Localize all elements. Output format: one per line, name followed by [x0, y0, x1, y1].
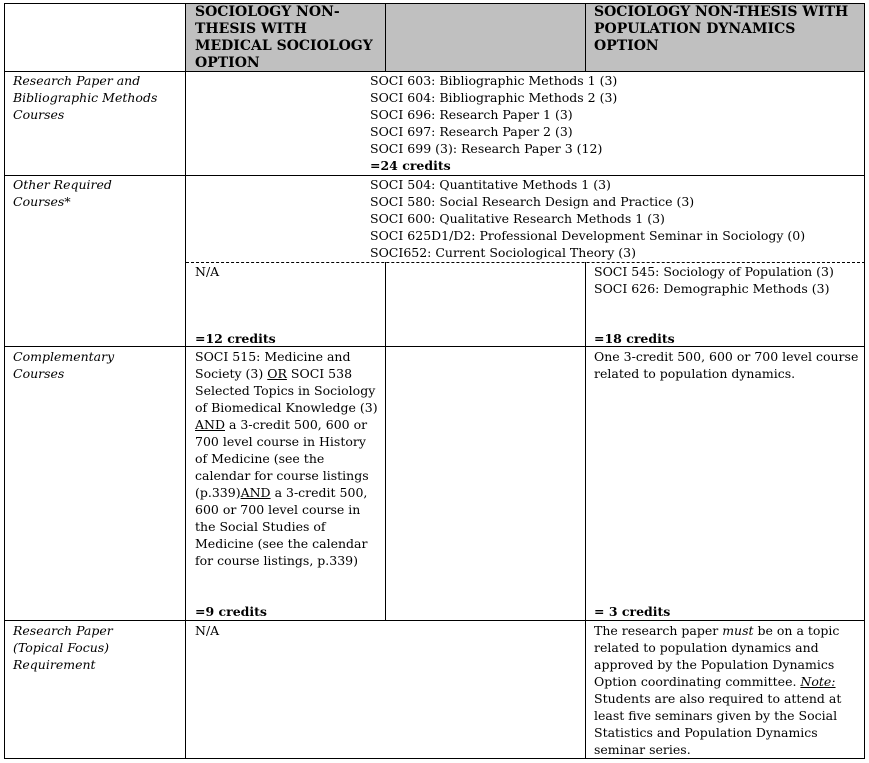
research-course-1: SOCI 603: Bibliographic Methods 1 (3): [370, 73, 618, 88]
research-focus-note: Note:: [800, 674, 836, 689]
row-label-other-required: Other Required Courses*: [13, 177, 112, 209]
row-label-research: Research Paper and Bibliographic Methods Courses: [13, 73, 158, 122]
research-focus-must: must: [722, 623, 754, 638]
vline-2: [385, 3, 386, 71]
other-population-credits: =18 credits: [594, 331, 675, 346]
complementary-population-text: One 3-credit 500, 600 or 700 level course related to population dynamics.: [594, 349, 859, 381]
research-focus-part-3: Students are also required to attend at least five seminars given by the Social Statistics and Population Dynamics seminar series.: [594, 691, 842, 757]
research-course-3: SOCI 696: Research Paper 1 (3): [370, 107, 573, 122]
other-population-course-2: SOCI 626: Demographic Methods (3): [594, 281, 830, 296]
other-course-5: SOCI652: Current Sociological Theory (3): [370, 245, 636, 260]
complementary-population-credits: = 3 credits: [594, 604, 671, 619]
research-focus-medical-na: N/A: [195, 623, 220, 638]
other-course-3: SOCI 600: Qualitative Research Methods 1 (3): [370, 211, 665, 226]
research-course-list: [370, 72, 617, 174]
other-medical-credits: =12 credits: [195, 331, 276, 346]
other-course-1: SOCI 504: Quantitative Methods 1 (3): [370, 177, 611, 192]
complementary-medical-part-2: SOCI 538 Selected Topics in Sociology of Biomedical Knowledge (3): [195, 366, 378, 415]
vline-2b: [385, 262, 386, 620]
complementary-medical-or: OR: [267, 366, 287, 381]
other-course-list: [370, 176, 805, 261]
other-course-4: SOCI 625D1/D2: Professional Development Seminar in Sociology (0): [370, 228, 806, 243]
complementary-medical-and-1: AND: [195, 417, 225, 432]
complementary-medical-part-3: a 3-credit 500, 600 or 700 level course in History of Medicine (see the calendar for course listings (p.339): [195, 417, 369, 500]
vline-1: [185, 3, 186, 759]
research-focus-population-text: [594, 622, 860, 758]
research-course-5: SOCI 699 (3): Research Paper 3 (12): [370, 141, 603, 156]
complementary-medical-and-2: AND: [240, 485, 271, 500]
hline-4: [4, 620, 865, 621]
header-shade-middle: [386, 4, 585, 71]
row-label-research-focus: Research Paper (Topical Focus) Requirement: [13, 623, 113, 672]
vline-3b: [585, 262, 586, 759]
other-course-2: SOCI 580: Social Research Design and Practice (3): [370, 194, 695, 209]
research-focus-part-2: be on a topic related to population dynamics and approved by the Population Dynamics Option coordinating committee.: [594, 623, 840, 689]
header-medical-option: SOCIOLOGY NON-THESIS WITH MEDICAL SOCIOLOGY OPTION: [195, 4, 373, 71]
research-credits: =24 credits: [370, 158, 451, 173]
complementary-medical-credits: =9 credits: [195, 604, 267, 619]
research-course-2: SOCI 604: Bibliographic Methods 2 (3): [370, 90, 618, 105]
complementary-medical-part-1: SOCI 515: Medicine and Society (3): [195, 349, 351, 381]
hline-3: [4, 346, 865, 347]
complementary-medical-text: [195, 348, 380, 569]
row-label-complementary: Complementary Courses: [13, 349, 115, 381]
vline-3: [585, 3, 586, 71]
research-course-4: SOCI 697: Research Paper 2 (3): [370, 124, 573, 139]
research-focus-part-1: The research paper: [594, 623, 723, 638]
complementary-medical-part-4: a 3-credit 500, 600 or 700 level course in the Social Studies of Medicine (see the calendar for course listings, p.339): [195, 485, 368, 568]
header-population-option: SOCIOLOGY NON-THESIS WITH POPULATION DYNAMICS OPTION: [594, 4, 849, 54]
other-population-course-1: SOCI 545: Sociology of Population (3): [594, 264, 834, 279]
other-medical-na: N/A: [195, 264, 220, 279]
